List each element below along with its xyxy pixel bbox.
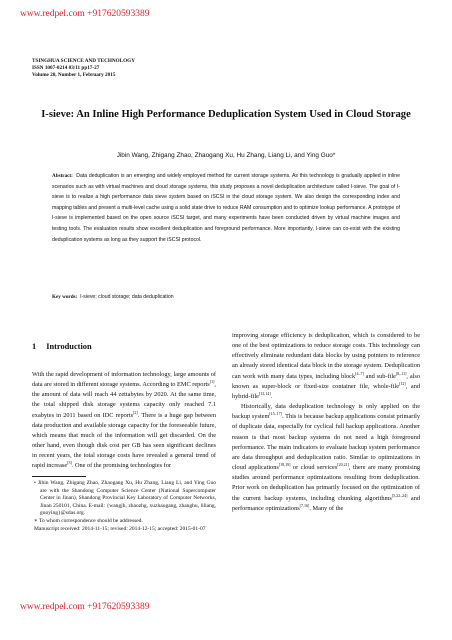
journal-volume: Volume 20, Number 1, February 2015 <box>32 72 116 79</box>
citation: [2] <box>133 409 138 415</box>
section-title: Introduction <box>46 342 92 351</box>
citation: [7,16] <box>299 502 310 508</box>
citation: [3] <box>67 460 72 466</box>
abstract-label: Abstract: <box>52 173 73 179</box>
left-column <box>32 370 216 472</box>
footnote-rule <box>32 476 86 477</box>
keywords-text: I-sieve; cloud storage; data deduplication <box>80 294 174 300</box>
citation: [13,14] <box>258 390 271 396</box>
citation: [8–11] <box>395 370 407 376</box>
keywords <box>52 294 174 300</box>
footnote-correspondence: ∗ To whom correspondence should be addressed. <box>34 517 143 524</box>
journal-header <box>32 58 135 80</box>
abstract-text: Data deduplication is an emerging and widely employed method for current storage systems. As this technology is gradually applied in inline scenarios such as with virtual machines and cloud storage systems, this study proposes a novel deduplication architecture called I-sieve. The goal of I-sieve is to realize a high performance data sieve system based on iSCSI in the cloud storage system. We also design the corresponding index and mapping tables and present a multi-level cache using a solid state drive to reduce RAM consumption and to optimize lookup performance. A prototype of I-sieve is implemented based on the open source iSCSI target, and many experiments have been conducted driven by virtual machine images and testing tools. The evaluation results show excellent deduplication and foreground performance. More importantly, I-sieve can co-exist with the existing deduplication systems as long as they support the iSCSI protocol. <box>52 173 401 243</box>
footnote-manuscript: Manuscript received: 2014-11-15; revised: 2014-12-15; accepted: 2015-01-07 <box>34 525 206 532</box>
citation: [15–17] <box>269 411 283 417</box>
right-column <box>232 331 420 514</box>
paper-title: I-sieve: An Inline High Performance Deduplication System Used in Cloud Storage <box>41 109 411 120</box>
journal-name: TSINGHUA SCIENCE AND TECHNOLOGY <box>32 58 135 64</box>
watermark-bottom: www.redpel.com +917620593389 <box>20 602 150 612</box>
citation: [1] <box>209 379 215 385</box>
section-heading <box>32 342 92 351</box>
intro-paragraph-3: Historically, data deduplication technology is only applied on the backup system[15–17]. This is because backup applications consist primarily of duplicate data, especially for cyclical full backup applications. Another reason is that most backup systems do not need a high foreground performance. The main indicators to evaluate backup system performance are data throughput and deduplication ratio. Similar to optimizations in cloud applications[18,19] or cloud services[20,21], there are many promising studies around performance optimizations resulting from deduplication. Prior work on deduplication has primarily focused on the optimization of the current backup systems, including chunking algorithms[5,22–24] and performance optimizations[7,16]. Many of the <box>232 403 420 512</box>
journal-issn: ISSN 1007-0214 03/11 pp17-27 <box>32 65 100 72</box>
citation: [4–7] <box>355 370 364 376</box>
intro-paragraph-2: improving storage efficiency is deduplication, which is considered to be one of the best optimizations to reduce storage costs. This technology can effectively eliminate redundant data blocks by using pointers to reference an already stored identical data block in the storage system. Deduplication can work with many data types, including block[4–7] and sub-file[8–11], also known as super-block or fixed-size container file, whole-file[12], and hybrid-file[13,14]. <box>232 332 421 400</box>
footnote-affiliation: • Jibin Wang, Zhigang Zhao, Zhaogang Xu, Hu Zhang, Liang Li, and Ying Guo are with the Shandong Computer Science Center (National Supercomputer Center in Jinan), Shandong Provincial Key Laboratory of Computer Networks, Jinan 250101, China. E-mail: {wangjb, zhaozhg, xuzhaogang, zhanghu, liliang, guoying}@sdas.org. <box>34 480 216 517</box>
section-number: 1 <box>32 342 37 351</box>
paper-authors: Jibin Wang, Zhigang Zhao, Zhaogang Xu, Hu Zhang, Liang Li, and Ying Guo* <box>116 152 336 159</box>
intro-paragraph-1: With the rapid development of information technology, large amounts of data are stored in different storage systems. According to EMC reports[1], the amount of data will reach 44 zettabytes by 2020. At the same time, the total shipped disk storage systems capacity only reached 7.1 exabytes in 2011 based on IDC reports[2]. There is a huge gap between data production and available storage capacity for the foreseeable future, which means that much of the information will get discarded. On the other hand, even though disk cost per GB has seen significant declines in recent years, the total storage costs have revealed a general trend of rapid increase[3]. One of the promising technologies for <box>32 371 216 470</box>
citation: [18,19] <box>278 461 291 467</box>
citation: [20,21] <box>337 461 349 467</box>
watermark-top: www.redpel.com +917620593389 <box>20 9 150 19</box>
citation: [12] <box>399 380 406 386</box>
citation: [5,22–24] <box>391 492 408 498</box>
abstract <box>52 171 400 245</box>
keywords-label: Key words: <box>52 294 78 300</box>
footnotes <box>32 480 216 533</box>
